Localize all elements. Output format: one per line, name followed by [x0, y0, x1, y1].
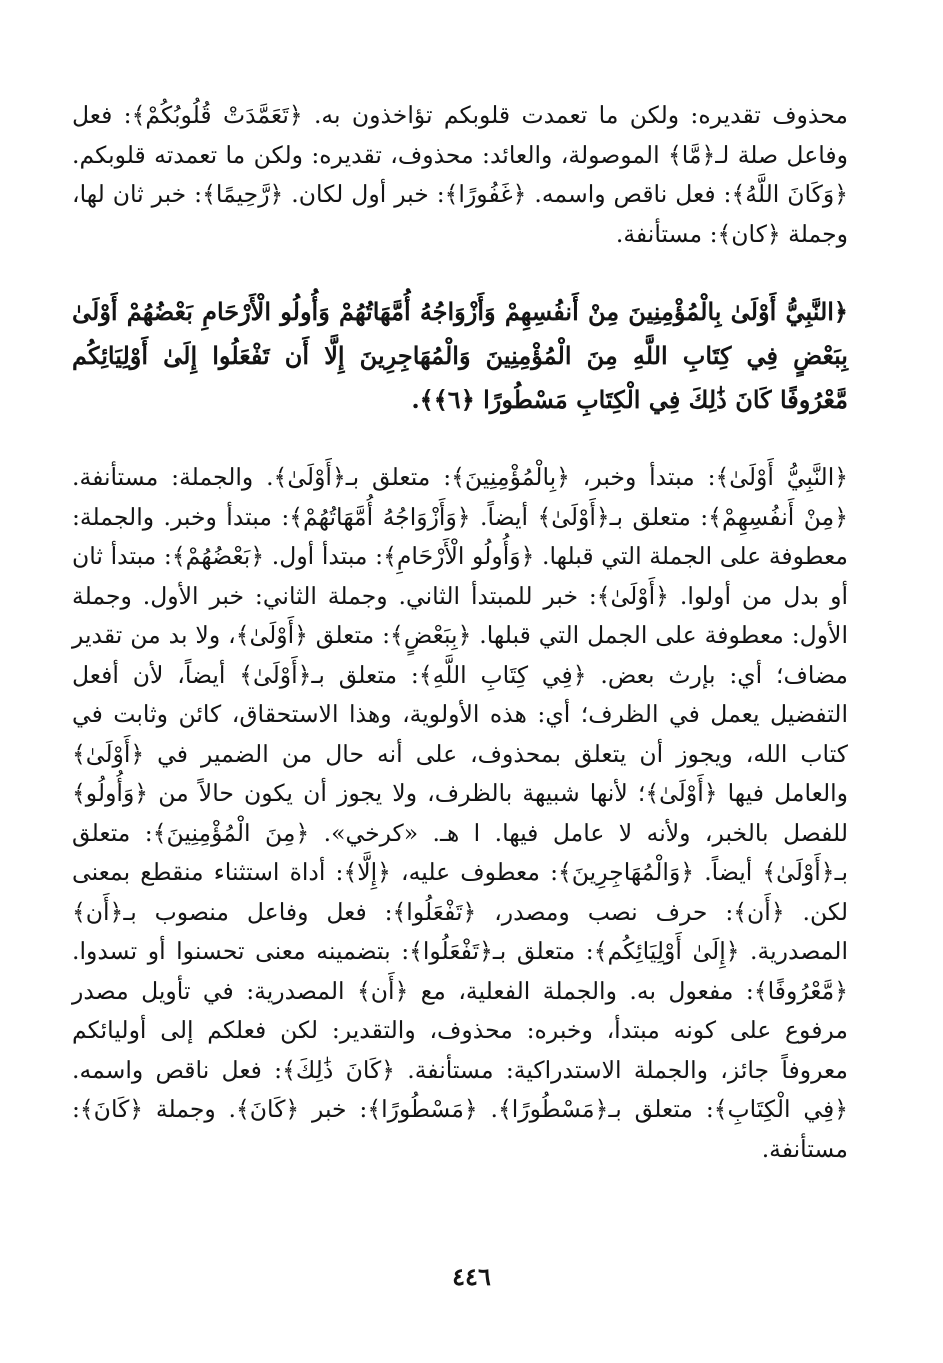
commentary-paragraph-intro: محذوف تقديره: ولكن ما تعمدت قلوبكم تؤاخذون به. ﴿تَعَمَّدَتْ قُلُوبُكُمْ﴾: فعل وفاعل صلة لـ﴿مَّا﴾ الموصولة، والعائد: محذوف، تقديره: ولكن ما تعمدته قلوبكم. ﴿وَكَانَ اللَّهُ﴾: فعل ناقص واسمه. ﴿غَفُورًا﴾: خبر أول لكان. ﴿رَّحِيمًا﴾: خبر ثان لها، وجملة ﴿كان﴾: مستأنفة.	[72, 101, 848, 248]
book-page	[72, 96, 848, 1336]
quran-verse: ﴿النَّبِيُّ أَوْلَىٰ بِالْمُؤْمِنِينَ مِنْ أَنفُسِهِمْ وَأَزْوَاجُهُ أُمَّهَاتُهُمْ وَأُولُو الْأَرْحَامِ بَعْضُهُمْ أَوْلَىٰ بِبَعْضٍ فِي كِتَابِ اللَّهِ مِنَ الْمُؤْمِنِينَ وَالْمُهَاجِرِينَ إِلَّا أَن تَفْعَلُوا إِلَىٰ أَوْلِيَائِكُم مَّعْرُوفًا كَانَ ذَٰلِكَ فِي الْكِتَابِ مَسْطُورًا ﴿٦﴾﴾.	[72, 297, 848, 414]
page-number: ٤٤٦	[452, 1262, 491, 1291]
commentary-paragraph-grammar: ﴿النَّبِيُّ أَوْلَىٰ﴾: مبتدأ وخبر، ﴿بِالْمُؤْمِنِينَ﴾: متعلق بـ﴿أَوْلَىٰ﴾. والجملة: مستأنفة. ﴿مِنْ أَنفُسِهِمْ﴾: متعلق بـ﴿أَوْلَىٰ﴾ أيضاً. ﴿وَأَزْوَاجُهُ أُمَّهَاتُهُمْ﴾: مبتدأ وخبر. والجملة: معطوفة على الجملة التي قبلها. ﴿وَأُولُو الْأَرْحَامِ﴾: مبتدأ أول. ﴿بَعْضُهُمْ﴾: مبتدأ ثان أو بدل من أولوا. ﴿أَوْلَىٰ﴾: خبر للمبتدأ الثاني. وجملة الثاني: خبر الأول. وجملة الأول: معطوفة على الجمل التي قبلها. ﴿بِبَعْضٍ﴾: متعلق ﴿أَوْلَىٰ﴾، ولا بد من تقدير مضاف؛ أي: بإرث بعض. ﴿فِي كِتَابِ اللَّهِ﴾: متعلق بـ﴿أَوْلَىٰ﴾ أيضاً، لأن أفعل التفضيل يعمل في الظرف؛ أي: هذه الأولوية، وهذا الاستحقاق، كائن وثابت في كتاب الله، ويجوز أن يتعلق بمحذوف، على أنه حال من الضمير في ﴿أَوْلَىٰ﴾ والعامل فيها ﴿أَوْلَىٰ﴾؛ لأنها شبيهة بالظرف، ولا يجوز أن يكون حالاً من ﴿وَأُولُو﴾ للفصل بالخبر، ولأنه لا عامل فيها. ا هـ. «كرخي». ﴿مِنَ الْمُؤْمِنِينَ﴾: متعلق بـ﴿أَوْلَىٰ﴾ أيضاً. ﴿وَالْمُهَاجِرِينَ﴾: معطوف عليه، ﴿إِلَّا﴾: أداة استثناء منقطع بمعنى لكن. ﴿أَن﴾: حرف نصب ومصدر، ﴿تَفْعَلُوا﴾: فعل وفاعل منصوب بـ﴿أَن﴾ المصدرية. ﴿إِلَىٰ أَوْلِيَائِكُم﴾: متعلق بـ﴿تَفْعَلُوا﴾: بتضمينه معنى تحسنوا أو تسدوا. ﴿مَّعْرُوفًا﴾: مفعول به. والجملة الفعلية، مع ﴿أَن﴾ المصدرية: في تأويل مصدر مرفوع على كونه مبتدأ، وخبره: محذوف، والتقدير: لكن فعلكم إلى أوليائكم معروفاً جائز، والجملة الاستدراكية: مستأنفة. ﴿كَانَ ذَٰلِكَ﴾: فعل ناقص واسمه. ﴿فِي الْكِتَابِ﴾: متعلق بـ﴿مَسْطُورًا﴾. ﴿مَسْطُورًا﴾: خبر ﴿كَانَ﴾. وجملة ﴿كَانَ﴾: مستأنفة.	[72, 463, 848, 1163]
